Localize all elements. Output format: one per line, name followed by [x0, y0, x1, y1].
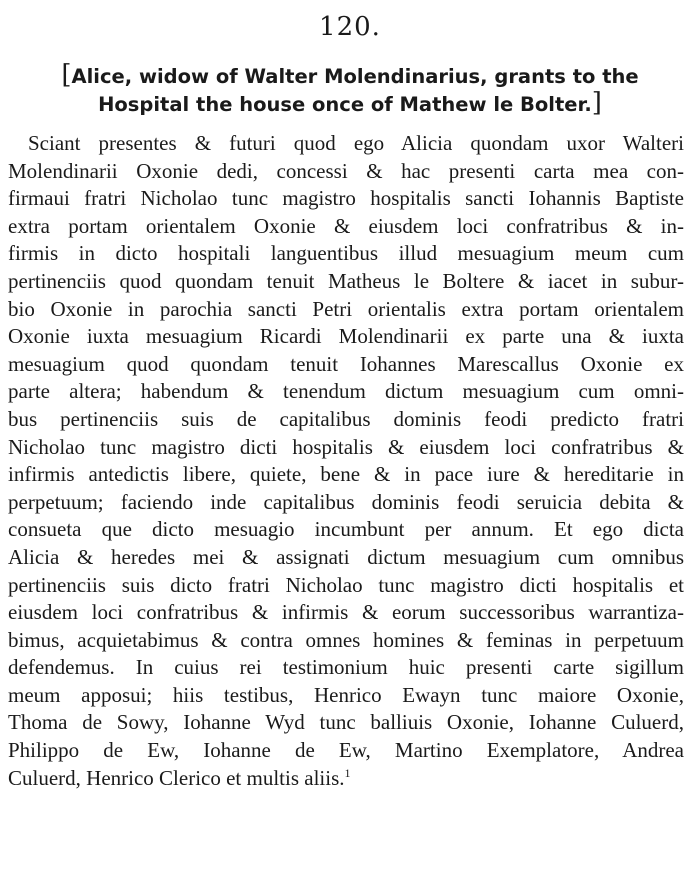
text-line: bimus, acquietabimus & contra omnes homines & feminas in perpetuum — [8, 627, 684, 652]
text-line: Oxonie iuxta mesuagium Ricardi Molendinarii ex parte una & iuxta — [8, 324, 684, 349]
text-line: Philippo de Ew, Iohanne de Ew, Martino Exemplatore, Andrea — [8, 738, 684, 763]
text-line: Nicholao tunc magistro dicti hospitalis & eiusdem loci confratribus & — [8, 434, 684, 459]
heading-bracket-close: ] — [591, 88, 602, 118]
heading-text-1: Alice, widow of Walter Molendinarius, grants to the — [71, 65, 639, 88]
text-line: firmis in dicto hospitali languentibus illud mesuagium meum cum — [8, 241, 684, 266]
heading-line-1 — [8, 62, 692, 90]
document-heading — [8, 62, 692, 118]
text-line: infirmis antedictis libere, quiete, bene & in pace iure & hereditarie in — [8, 462, 684, 487]
text-line: Alicia & heredes mei & assignati dictum mesuagium cum omnibus — [8, 544, 684, 569]
text-line: extra portam orientalem Oxonie & eiusdem loci confratribus & in- — [8, 213, 684, 238]
text-line: defendemus. In cuius rei testimonium huic presenti carte sigillum — [8, 655, 684, 680]
text-line: mesuagium quod quondam tenuit Iohannes Marescallus Oxonie ex — [8, 351, 684, 376]
heading-line-2 — [8, 90, 692, 118]
text-line-last-content: Culuerd, Henrico Clerico et multis aliis. — [8, 765, 345, 790]
footnote-marker: 1 — [344, 765, 351, 780]
text-line: pertinenciis suis dicto fratri Nicholao tunc magistro dicti hospitalis et — [8, 572, 684, 597]
text-line: Molendinarii Oxonie dedi, concessi & hac presenti carta mea con- — [8, 158, 684, 183]
text-line: firmaui fratri Nicholao tunc magistro hospitalis sancti Iohannis Baptiste — [8, 186, 684, 211]
text-line: bio Oxonie in parochia sancti Petri orientalis extra portam orientalem — [8, 296, 684, 321]
charter-text — [8, 130, 692, 792]
text-line: parte altera; habendum & tenendum dictum mesuagium cum omni- — [8, 379, 684, 404]
text-line: pertinenciis quod quondam tenuit Matheus le Boltere & iacet in subur- — [8, 268, 684, 293]
page-number: 120. — [319, 12, 381, 42]
text-line: eiusdem loci confratribus & infirmis & eorum successoribus warrantiza- — [8, 600, 684, 625]
heading-bracket-open: [ — [61, 60, 72, 90]
text-line: Sciant presentes & futuri quod ego Alicia quondam uxor Walteri — [28, 131, 684, 155]
heading-text-2: Hospital the house once of Mathew le Bolter. — [98, 93, 592, 116]
text-line-last — [8, 765, 684, 793]
text-line: meum apposui; hiis testibus, Henrico Ewayn tunc maiore Oxonie, — [8, 682, 684, 707]
text-line: perpetuum; faciendo inde capitalibus dominis feodi seruicia debita & — [8, 489, 684, 514]
text-line: consueta que dicto mesuagio incumbunt per annum. Et ego dicta — [8, 517, 684, 542]
text-line: Thoma de Sowy, Iohanne Wyd tunc balliuis Oxonie, Iohanne Culuerd, — [8, 710, 684, 735]
text-line: bus pertinenciis suis de capitalibus dominis feodi predicto fratri — [8, 406, 684, 431]
